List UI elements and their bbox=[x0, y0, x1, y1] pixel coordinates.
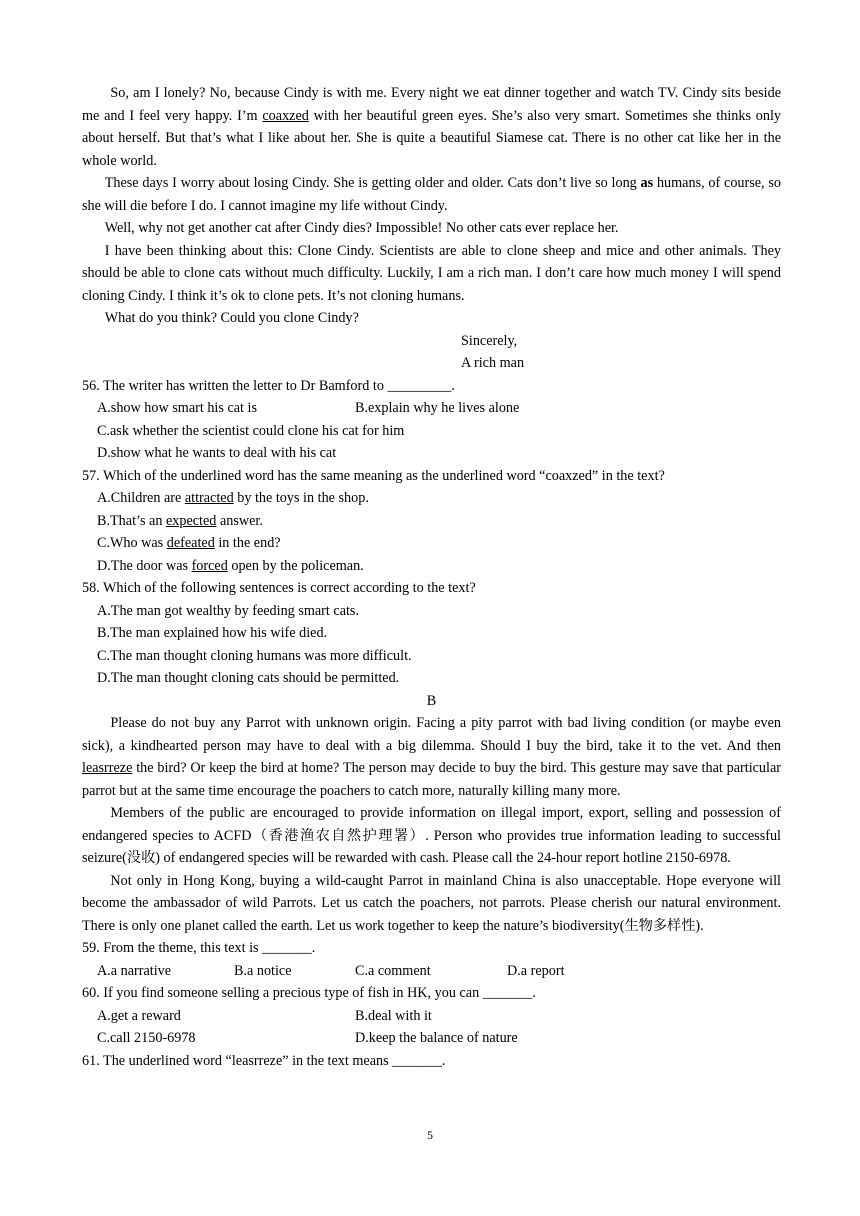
option-60-a: A.get a reward bbox=[97, 1007, 181, 1024]
option-56-d: D.show what he wants to deal with his cat bbox=[97, 445, 337, 461]
passage-a-paragraph-1: So, am I lonely? No, because Cindy is with me. Every night we eat dinner together and watch TV. Cindy sits beside me and I feel very happy. I’m coaxzed with her beautiful green eyes. She’s also very smart. Sometimes she thinks only about herself. But that’s what I like about her. She is quite a beautiful Siamese cat. There is no other cat like her in the whole world. bbox=[82, 85, 781, 169]
section-heading-b: B bbox=[426, 692, 437, 709]
question-59-options bbox=[82, 960, 781, 983]
option-58-a: A.The man got wealthy by feeding smart cats. bbox=[97, 602, 359, 619]
question-60-options-cd bbox=[82, 1027, 781, 1050]
letter-signature: A rich man bbox=[461, 355, 525, 371]
option-59-a: A.a narrative bbox=[97, 962, 172, 979]
option-57-c: C.Who was defeated in the end? bbox=[97, 535, 281, 551]
question-56-options-ab bbox=[82, 397, 781, 420]
option-57-d: D.The door was forced open by the policeman. bbox=[97, 557, 364, 574]
question-59-stem: 59. From the theme, this text is _______. bbox=[82, 940, 316, 956]
document-body bbox=[82, 82, 781, 1072]
passage-a-paragraph-2: These days I worry about losing Cindy. She is getting older and older. Cats don’t live so long as humans, of course, so she will die before I do. I cannot imagine my life without Cindy. bbox=[82, 175, 781, 214]
question-60-options-ab bbox=[82, 1005, 781, 1028]
passage-b-paragraph-1: Please do not buy any Parrot with unknown origin. Facing a pity parrot with bad living condition (or maybe even sick), a kindhearted person may have to deal with a big dilemma. Should I buy the bird, take it to the vet. And then leasrreze the bird? Or keep the bird at home? The person may decide to buy the bird. This gesture may save that particular parrot but at the same time encourage the poachers to catch more, naturally killing many more. bbox=[82, 715, 781, 799]
underlined-word-coaxzed: coaxzed bbox=[262, 107, 309, 124]
option-59-b: B.a notice bbox=[234, 962, 292, 979]
option-57-b: B.That’s an expected answer. bbox=[97, 512, 263, 529]
option-59-d: D.a report bbox=[507, 962, 565, 979]
option-58-d: D.The man thought cloning cats should be permitted. bbox=[97, 670, 400, 686]
question-61-stem: 61. The underlined word “leasrreze” in the text means _______. bbox=[82, 1052, 446, 1069]
passage-a-paragraph-3: Well, why not get another cat after Cindy dies? Impossible! No other cats ever replace her. bbox=[104, 220, 619, 236]
question-56-stem: 56. The writer has written the letter to Dr Bamford to _________. bbox=[82, 377, 455, 394]
question-57-stem: 57. Which of the underlined word has the same meaning as the underlined word “coaxzed” in the text? bbox=[82, 467, 665, 484]
option-60-c: C.call 2150-6978 bbox=[97, 1030, 196, 1046]
passage-a-paragraph-5: What do you think? Could you clone Cindy? bbox=[104, 310, 359, 326]
option-60-b: B.deal with it bbox=[355, 1007, 432, 1024]
option-60-d: D.keep the balance of nature bbox=[355, 1030, 518, 1046]
bold-word-as: as bbox=[640, 175, 654, 191]
option-58-c: C.The man thought cloning humans was more difficult. bbox=[97, 647, 412, 664]
question-60-stem: 60. If you find someone selling a precious type of fish in HK, you can _______. bbox=[82, 985, 536, 1001]
option-56-c: C.ask whether the scientist could clone his cat for him bbox=[97, 422, 405, 439]
option-56-b: B.explain why he lives alone bbox=[355, 400, 520, 416]
option-59-c: C.a comment bbox=[355, 962, 431, 979]
option-58-b: B.The man explained how his wife died. bbox=[97, 625, 328, 641]
underlined-word-leasrreze: leasrreze bbox=[82, 760, 133, 776]
passage-a-paragraph-4: I have been thinking about this: Clone Cindy. Scientists are able to clone sheep and mice and other animals. They should be able to clone cats without much difficulty. Luckily, I am a rich man. I don’t care how much money I will spend cloning Cindy. I think it’s ok to clone pets. It’s not cloning humans. bbox=[82, 242, 781, 304]
passage-b-paragraph-3: Not only in Hong Kong, buying a wild-caught Parrot in mainland China is also unacceptable. Hope everyone will become the ambassador of wild Parrots. Let us catch the poachers, not parrots. Please cherish our natural environment. There is only one planet called the earth. Let us work together to keep the nature’s biodiversity(生物多样性). bbox=[82, 872, 781, 934]
question-58-stem: 58. Which of the following sentences is correct according to the text? bbox=[82, 580, 476, 596]
option-57-a: A.Children are attracted by the toys in the shop. bbox=[97, 490, 369, 506]
letter-closing: Sincerely, bbox=[461, 332, 518, 349]
passage-b-paragraph-2: Members of the public are encouraged to provide information on illegal import, export, selling and possession of endangered species to ACFD（香港渔农自然护理署）. Person who provides true information leading to successful seizure(没收) of endangered species will be rewarded with cash. Please call the 24-hour report hotline 2150-6978. bbox=[82, 805, 781, 866]
option-56-a: A.show how smart his cat is bbox=[97, 400, 257, 416]
page-number: 5 bbox=[427, 1128, 433, 1142]
